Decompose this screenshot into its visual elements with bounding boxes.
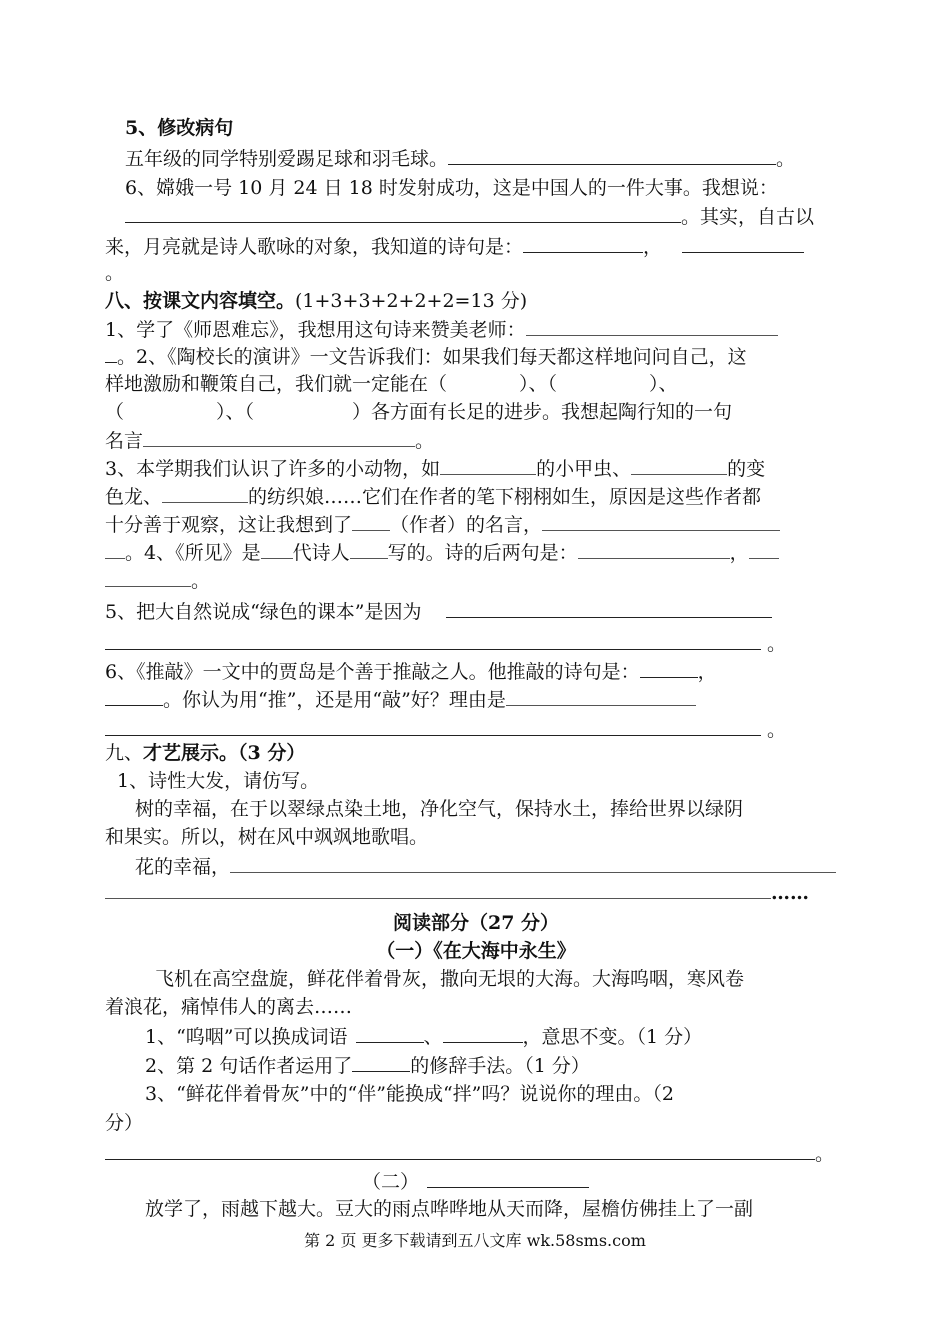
s8-l15-end: 。 [767,719,787,741]
s8-l13-comma: ， [697,661,717,683]
s8-l9-text-a: 。4、《所见》是 [125,542,261,564]
page-footer: 第 2 页 更多下载请到五八文库 wk.58sms.com [304,1231,646,1250]
s8-score: (1+3+3+2+2+2=13 分) [295,290,528,312]
s8-l9-text-b: 代诗人 [292,542,350,564]
s8-poet-blank[interactable] [350,537,388,559]
q6-line3-text: 来，月亮就是诗人歌咏的对象，我知道的诗句是： [105,236,524,258]
s9-number: 九、 [105,742,144,764]
s8-beetle-blank[interactable] [440,453,536,475]
s8-katydid-blank[interactable] [162,481,248,503]
s8-verse-blank-2[interactable] [749,537,779,559]
s8-l6-text-a: 3、本学期我们认识了许多的小动物，如 [105,458,441,480]
s8-l9-text-d: ， [729,542,749,564]
s8-l3-text-a: 样地激励和鞭策自己，我们就一定能在（ [105,373,448,395]
s8-heading [105,286,847,316]
s8-verse-blank-2-cont[interactable] [105,565,191,587]
passage1-l1: 飞机在高空盘旋，鲜花伴着骨灰，撒向无垠的大海。大海呜咽，寒风卷 [155,968,745,990]
s8-chameleon-blank[interactable] [631,453,727,475]
r-q1-sep: 、 [423,1026,443,1048]
s8-l12-end: 。 [767,633,787,655]
s8-l6-text-c: 的变 [727,458,766,480]
r-q3: 3、“鲜花伴着骨灰”中的“伴”能换成“拌”吗？说说你的理由。（2 [145,1083,674,1105]
reading-title: 阅读部分（27 分） [392,912,560,934]
s8-l9 [105,537,847,568]
q5-answer-blank[interactable] [448,143,776,165]
s8-l1-text: 1、学了《师恩难忘》，我想用这句诗来赞美老师： [105,319,526,341]
s8-l7 [105,481,847,512]
r-q3-end: 。 [815,1143,835,1165]
q5-sentence: 五年级的同学特别爱踢足球和羽毛球。 [125,148,449,170]
s8-l4 [105,397,847,427]
r-q3-cont: 分） [105,1112,144,1134]
r-q3-blank[interactable] [105,1138,815,1160]
r-q1-blank-2[interactable] [443,1021,523,1043]
s8-l3 [105,369,847,399]
s8-l14-text: 。你认为用“推”，还是用“敲”好？理由是 [163,689,506,711]
s9-title: 才艺展示。（3 分） [143,742,306,764]
r-q3-answer [105,1138,847,1169]
s8-l6-text-b: 的小甲虫、 [536,458,632,480]
s8-l3-text-b: ）、（ [519,373,558,395]
s9-heading [105,738,847,768]
q6-line2-text: 。其实，自古以 [681,206,815,228]
q6-poem-blank-2[interactable] [682,231,804,253]
s8-verse-knock-blank[interactable] [105,684,163,706]
q6-line1: 6、嫦娥一号 10 月 24 日 18 时发射成功，这是中国人的一件大事。我想说： [125,177,778,199]
s8-l14 [105,684,847,715]
s8-l12 [105,628,847,659]
r-q1-text: 1、“呜咽”可以换成词语 [145,1026,348,1048]
r-q1-blank-1[interactable] [356,1021,424,1043]
s8-l5-text: 名言 [105,430,144,452]
s8-verse-push-blank[interactable] [640,656,698,678]
s8-poem-blank[interactable] [526,314,778,336]
q6-poem-blank-1[interactable] [523,231,643,253]
r-q2 [145,1050,887,1081]
s8-verse-blank-1[interactable] [578,537,730,559]
s8-author-blank[interactable] [352,509,390,531]
s8-dynasty-blank[interactable] [261,537,293,559]
s9-flower-blank-cont[interactable] [105,877,771,899]
r-q2-end: 的修辞手法。（1 分） [410,1055,590,1077]
s8-motto-blank[interactable] [542,509,780,531]
s8-l6 [105,453,847,484]
s8-title: 八、按课文内容填空。 [105,290,296,312]
s8-l13-text: 6、《推敲》一文中的贾岛是个善于推敲之人。他推敲的诗句是： [105,661,640,683]
s8-why-blank-cont[interactable] [105,714,761,736]
s9-ellipsis: …… [771,882,809,904]
s8-l13 [105,656,847,687]
s8-l8 [105,509,847,540]
s8-l8-text-a: 十分善于观察，这让我想到了 [105,514,353,536]
q6-comma: ， [643,236,663,258]
s8-why-blank[interactable] [506,684,696,706]
s8-l5 [105,425,847,456]
s8-l10 [105,565,847,596]
s8-l7-text-b: 的纺织娘……它们在作者的笔下栩栩如生，原因是这些作者都 [248,486,762,508]
passage2-title-text: （二） [362,1171,420,1193]
s8-l9-text-c: 写的。诗的后两句是： [387,542,578,564]
s8-motto-blank-cont[interactable] [105,537,125,559]
passage2-l1: 放学了，雨越下越大。豆大的雨点哗哗地从天而降，屋檐仿佛挂上了一副 [145,1198,754,1220]
q6-line2 [125,201,867,232]
q5-title: 5、修改病句 [125,117,234,139]
s8-l4-text-b: ）、（ [216,401,255,423]
passage1-l2: 着浪花，痛悼伟人的离去…… [105,996,353,1018]
s8-l7-text-a: 色龙、 [105,486,163,508]
s8-l2 [105,341,847,372]
q5-line [125,143,867,174]
passage2-title [362,1166,662,1197]
q5-end: 。 [776,148,796,170]
s8-l8-text-b: （作者）的名言， [390,514,543,536]
s8-reason-blank-cont[interactable] [105,628,761,650]
s8-l3-text-c: ）、 [649,373,678,395]
s8-reason-blank[interactable] [446,596,772,618]
s8-quote-blank[interactable] [143,425,415,447]
s9-l1: 1、诗性大发，请仿写。 [117,770,320,792]
s8-l5-end: 。 [415,430,435,452]
q6-saying-blank[interactable] [125,201,681,223]
s8-l11 [105,596,847,627]
s8-l11-text: 5、把大自然说成“绿色的课本”是因为 [105,601,422,623]
r-q2-text: 2、第 2 句话作者运用了 [145,1055,353,1077]
r-q1 [145,1021,887,1052]
r-q2-blank[interactable] [352,1050,410,1072]
q6-line4: 。 [105,262,125,284]
s8-l2-text: 。2、《陶校长的演讲》一文告诉我们：如果我们每天都这样地问问自己，这 [117,346,747,368]
s9-l2: 树的幸福，在于以翠绿点染土地，净化空气，保持水土，捧给世界以绿阴 [135,798,744,820]
s8-l4-text-c: ）各方面有长足的进步。我想起陶行知的一句 [352,401,733,423]
passage1-title: （一）《在大海中永生》 [376,940,576,962]
s8-l10-end: 。 [191,570,211,592]
s9-l4-text: 花的幸福， [135,856,231,878]
s8-poem-blank-cont[interactable] [105,341,117,363]
s8-l4-text-a: （ [105,401,125,423]
s9-l5 [105,877,847,908]
passage2-title-blank[interactable] [427,1166,589,1188]
s9-l3: 和果实。所以，树在风中飒飒地歌唱。 [105,826,429,848]
s9-flower-blank[interactable] [230,851,836,873]
r-q1-end: ，意思不变。（1 分） [522,1026,703,1048]
